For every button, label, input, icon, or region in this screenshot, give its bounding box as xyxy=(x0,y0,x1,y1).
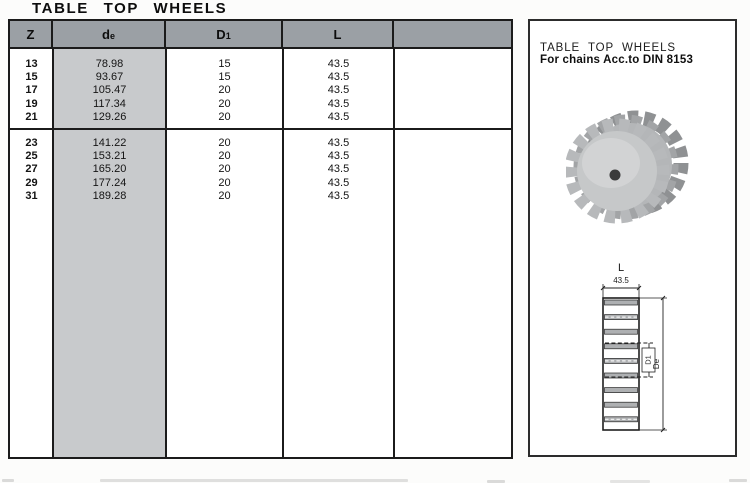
column-header-d1 xyxy=(166,21,283,47)
cell-blank xyxy=(394,84,511,97)
table-row xyxy=(10,137,511,150)
cell-d1: 20 xyxy=(218,150,231,163)
cell-z: 23 xyxy=(25,136,38,149)
column-header-label: D xyxy=(216,26,226,42)
table-rows xyxy=(10,49,511,203)
cell-l: 43.5 xyxy=(327,71,350,84)
cell-z: 29 xyxy=(25,176,38,189)
length-dim-value: 43.5 xyxy=(613,276,629,285)
table-row xyxy=(10,190,511,203)
column-header-l xyxy=(283,21,394,47)
cell-z: 25 xyxy=(25,150,38,163)
cell-d1: 20 xyxy=(218,136,231,149)
spec-table xyxy=(8,19,513,459)
cell-l: 43.5 xyxy=(327,84,350,97)
panel-subtitle: For chains Acc.to DIN 8153 xyxy=(540,54,694,66)
cell-de: 105.47 xyxy=(92,84,127,97)
page-title: TABLE TOP WHEELS xyxy=(32,0,228,17)
cell-de: 177.24 xyxy=(92,176,127,189)
column-header-label: L xyxy=(333,26,342,42)
cell-blank xyxy=(394,111,511,124)
column-header-subscript: e xyxy=(109,30,115,41)
cell-de: 165.20 xyxy=(92,163,127,176)
sprocket-photo xyxy=(566,103,701,238)
cell-l: 43.5 xyxy=(327,189,350,202)
tooth-bands xyxy=(605,300,638,422)
info-panel xyxy=(528,19,737,457)
gear-face-highlight xyxy=(582,138,640,188)
cell-blank xyxy=(394,163,511,176)
cell-l: 43.5 xyxy=(327,97,350,110)
panel-title: TABLE TOP WHEELS xyxy=(540,42,676,54)
cell-z: 31 xyxy=(25,189,38,202)
cell-d1: 20 xyxy=(218,110,231,123)
cell-l: 43.5 xyxy=(327,176,350,189)
bore-dim-label: D1 xyxy=(643,355,653,365)
page-edge-artifact xyxy=(729,479,747,482)
length-dim-label: L xyxy=(617,262,625,274)
cell-z: 19 xyxy=(25,97,38,110)
table-row xyxy=(10,111,511,124)
page-edge-artifact xyxy=(2,479,14,482)
page-edge-artifact xyxy=(100,479,408,482)
column-header-label: Z xyxy=(26,26,35,42)
table-body xyxy=(10,49,511,457)
cell-blank xyxy=(394,98,511,111)
cell-l: 43.5 xyxy=(327,58,350,70)
cell-blank xyxy=(394,58,511,71)
cell-l: 43.5 xyxy=(327,136,350,149)
cell-z: 17 xyxy=(25,84,38,97)
cell-d1: 20 xyxy=(218,84,231,97)
column-header-de xyxy=(53,21,166,47)
cell-d1: 20 xyxy=(218,176,231,189)
cell-blank xyxy=(394,137,511,150)
cell-blank xyxy=(394,190,511,203)
table-row xyxy=(10,84,511,97)
cell-de: 189.28 xyxy=(92,189,127,202)
table-row xyxy=(10,163,511,176)
outer-dim-label: De xyxy=(652,358,661,370)
table-row xyxy=(10,71,511,84)
table-row xyxy=(10,177,511,190)
cell-d1: 20 xyxy=(218,97,231,110)
cell-d1: 15 xyxy=(218,58,231,70)
cell-d1: 20 xyxy=(218,189,231,202)
column-header-subscript: 1 xyxy=(225,30,231,41)
column-header-label: d xyxy=(102,26,110,42)
table-row xyxy=(10,98,511,111)
cell-z: 27 xyxy=(25,163,38,176)
cell-de: 141.22 xyxy=(92,136,127,149)
table-row xyxy=(10,150,511,163)
cell-z: 13 xyxy=(25,58,38,70)
cell-l: 43.5 xyxy=(327,150,350,163)
table-header-row xyxy=(10,21,511,49)
cell-blank xyxy=(394,150,511,163)
cell-de: 78.98 xyxy=(95,58,124,70)
cell-l: 43.5 xyxy=(327,110,350,123)
cell-blank xyxy=(394,71,511,84)
cell-l: 43.5 xyxy=(327,163,350,176)
cell-de: 93.67 xyxy=(95,71,124,84)
cell-z: 21 xyxy=(25,110,38,123)
cell-de: 129.26 xyxy=(92,110,127,123)
cell-blank xyxy=(394,177,511,190)
row-group-1 xyxy=(10,49,511,124)
dimension-drawing xyxy=(585,256,695,456)
cell-d1: 20 xyxy=(218,163,231,176)
column-header-z xyxy=(10,21,53,47)
cell-z: 15 xyxy=(25,71,38,84)
length-extension-lines xyxy=(603,284,639,298)
gear-bore-hole xyxy=(610,170,621,181)
column-header-blank xyxy=(394,21,511,47)
cell-de: 153.21 xyxy=(92,150,127,163)
cell-de: 117.34 xyxy=(93,97,126,110)
table-row xyxy=(10,58,511,71)
row-group-2 xyxy=(10,130,511,203)
cell-d1: 15 xyxy=(218,71,231,84)
